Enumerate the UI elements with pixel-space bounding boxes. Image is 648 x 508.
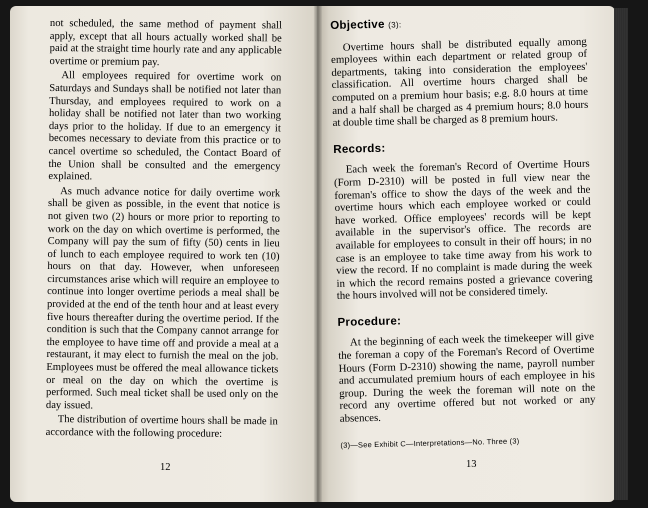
left-paragraph-4: The distribution of overtime hours shall be made in accordance with the following procedure:: [45, 414, 278, 440]
procedure-section: [337, 311, 596, 426]
left-page-text: [46, 18, 282, 444]
records-heading: Records:: [333, 142, 386, 156]
left-paragraph-3: As much advance notice for daily overtime work shall be given as possible, in the event that notice is not given two (2) hours or more prior to reporting to work on the day on which overtime is performed, the Company will pay the sum of fifty (50) cents in lieu of lunch to each employee required to work ten (10) hours on that day. However, when unforeseen circumstances arise which will require an employee to continue into longer overtime periods a meal shall be provided at the end of the tenth hour and at least every five hours thereafter during the overtime period. If the condition is such that the Company cannot arrange for the employee to have time off and provide a meal at a restaurant, it may elect to furnish the meal on the job. Employees must be offered the meal allowance tickets or meal on the day on which the overtime is performed. Such meal ticket shall be used only on the day issued.: [45, 185, 281, 412]
footnote: (3)—See Exhibit C—Interpretations—No. Three (3): [340, 436, 520, 450]
right-page-number: 13: [466, 459, 477, 470]
objective-paragraph: Overtime hours shall be distributed equally among employees within each department or related group of departments, taking into consideration the employees' classification. All overtime hours charged shall be computed on a premium hour basis; e.g. 8.0 hours at time and a half shall be charged as 4 premium hours; 8.0 hours at double time shall be charged as 8 premium hours.: [330, 35, 589, 130]
objective-section: [330, 14, 589, 130]
records-section: [333, 137, 593, 302]
left-paragraph-1: not scheduled, the same method of payment shall apply, except that all hours actually worked shall be paid at the straight time hourly rate and any applicable overtime or premium pay.: [49, 18, 282, 68]
left-page-number: 12: [160, 462, 171, 473]
procedure-heading: Procedure:: [337, 315, 402, 329]
page-edges: [614, 8, 628, 500]
right-page-text: [330, 10, 597, 452]
objective-heading: Objective (3):: [330, 18, 402, 32]
book-spine: [314, 6, 322, 502]
procedure-paragraph: At the beginning of each week the timekeeper will give the foreman a copy of the Foreman's Record of Overtime Hours (Form D-2310) showing the name, payroll number and accumulated premium hours of each employee in his group. During the week the foreman will note on the record any overtime offered but not worked or any absences.: [338, 331, 596, 425]
left-paragraph-2: All employees required for overtime work on Saturdays and Sundays shall be notified not later than Thursday, and employees required to work on a holiday shall be notified not later than two working days prior to the holiday. If due to an emergency it becomes necessary to deviate from this practice or to cancel overtime so scheduled, the Contact Board of the Union shall be consulted and the emergency explained.: [48, 70, 282, 183]
records-paragraph: Each week the foreman's Record of Overtime Hours (Form D-2310) will be posted in full view near the foreman's office to show the days of the week and the overtime hours which each employee worked or could have worked. Office employees' records will be kept available in the supervisor's office. The records are available for employees to consult in their off hours; in no case is an employee to take time away from his work to view the record. If no complaint is made during the week in which the record remains posted a grievance covering the hours involved will not be considered timely.: [333, 158, 593, 303]
